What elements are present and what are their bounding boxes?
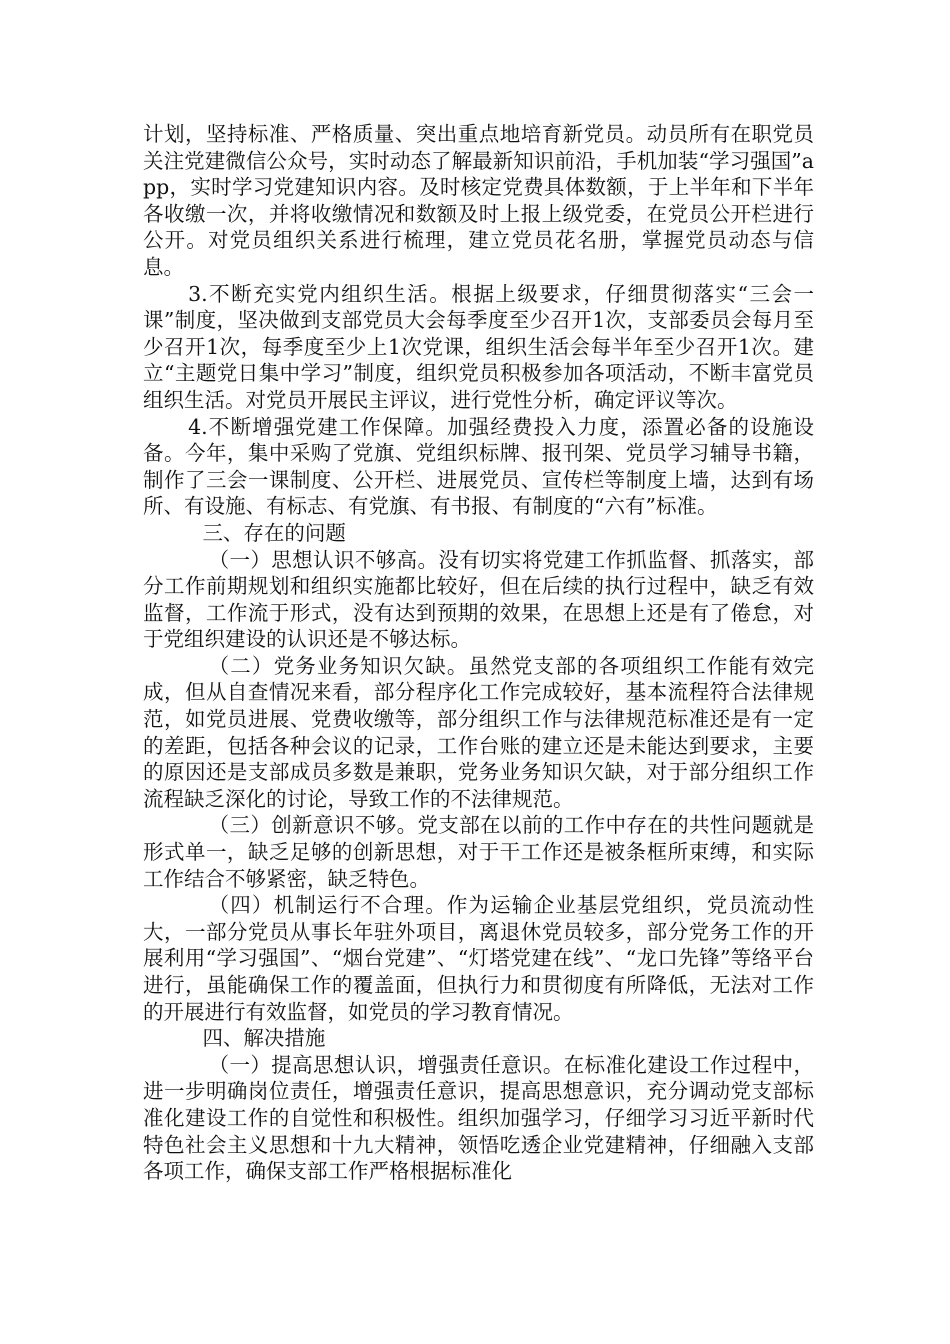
paragraph-problem-2: （二）党务业务知识欠缺。虽然党支部的各项组织工作能有效完成，但从自查情况来看，部分程序化工作完成较好，基本流程符合法律规范，如党员进展、党费收缴等，部分组织工作与法律规范标准还是有一定的差距，包括各种会议的记录，工作台账的建立还是未能达到要求，主要的原因还是支部成员多数是兼职，党务业务知识欠缺，对于部分组织工作流程缺乏深化的讨论，导致工作的不法律规范。	[143, 653, 814, 811]
paragraph-measure-1: （一）提高思想认识，增强责任意识。在标准化建设工作过程中，进一步明确岗位责任，增强责任意识，提高思想意识，充分调动党支部标准化建设工作的自觉性和积极性。组织加强学习，仔细学习习近平新时代特色社会主义思想和十九大精神，领悟吃透企业党建精神，仔细融入支部各项工作，确保支部工作严格根据标准化	[143, 1052, 814, 1184]
paragraph-problem-4: （四）机制运行不合理。作为运输企业基层党组织，党员流动性大，一部分党员从事长年驻外项目，离退休党员较多，部分党务工作的开展利用“学习强国”、“烟台党建”、“灯塔党建在线”、“龙口先锋”等络平台进行，虽能确保工作的覆盖面，但执行力和贯彻度有所降低，无法对工作的开展进行有效监督，如党员的学习教育情况。	[143, 893, 814, 1024]
paragraph-continuation: 计划，坚持标准、严格质量、突出重点地培育新党员。动员所有在职党员关注党建微信公众号，实时动态了解最新知识前沿，手机加装“学习强国”app，实时学习党建知识内容。及时核定党费具体数额，于上半年和下半年各收缴一次，并将收缴情况和数额及时上报上级党委，在党员公开栏进行公开。对党员组织关系进行梳理，建立党员花名册，掌握党员动态与信息。	[143, 122, 814, 279]
document-page	[143, 121, 814, 1185]
section-heading-problems: 三、存在的问题	[202, 520, 346, 545]
paragraph-item-3: 3.不断充实党内组织生活。根据上级要求，仔细贯彻落实“三会一课”制度，坚决做到支部党员大会每季度至少召开1次，支部委员会每月至少召开1次，每季度至少上1次党课，组织生活会每半年至少召开1次。建立“主题党日集中学习”制度，组织党员积极参加各项活动，不断丰富党员组织生活。对党员开展民主评议，进行党性分析，确定评议等次。	[143, 281, 814, 412]
section-heading-measures: 四、解决措施	[202, 1026, 326, 1051]
paragraph-problem-1: （一）思想认识不够高。没有切实将党建工作抓监督、抓落实，部分工作前期规划和组织实施都比较好，但在后续的执行过程中，缺乏有效监督，工作流于形式，没有达到预期的效果，在思想上还是有了倦怠，对于党组织建设的认识还是不够达标。	[143, 547, 814, 652]
paragraph-problem-3: （三）创新意识不够。党支部在以前的工作中存在的共性问题就是形式单一，缺乏足够的创新思想，对于干工作还是被条框所束缚，和实际工作结合不够紧密，缺乏特色。	[143, 813, 814, 891]
paragraph-item-4: 4.不断增强党建工作保障。加强经费投入力度，添置必备的设施设备。今年，集中采购了党旗、党组织标牌、报刊架、党员学习辅导书籍，制作了三会一课制度、公开栏、进展党员、宣传栏等制度上墙，达到有场所、有设施、有标志、有党旗、有书报、有制度的“六有”标准。	[143, 414, 814, 519]
